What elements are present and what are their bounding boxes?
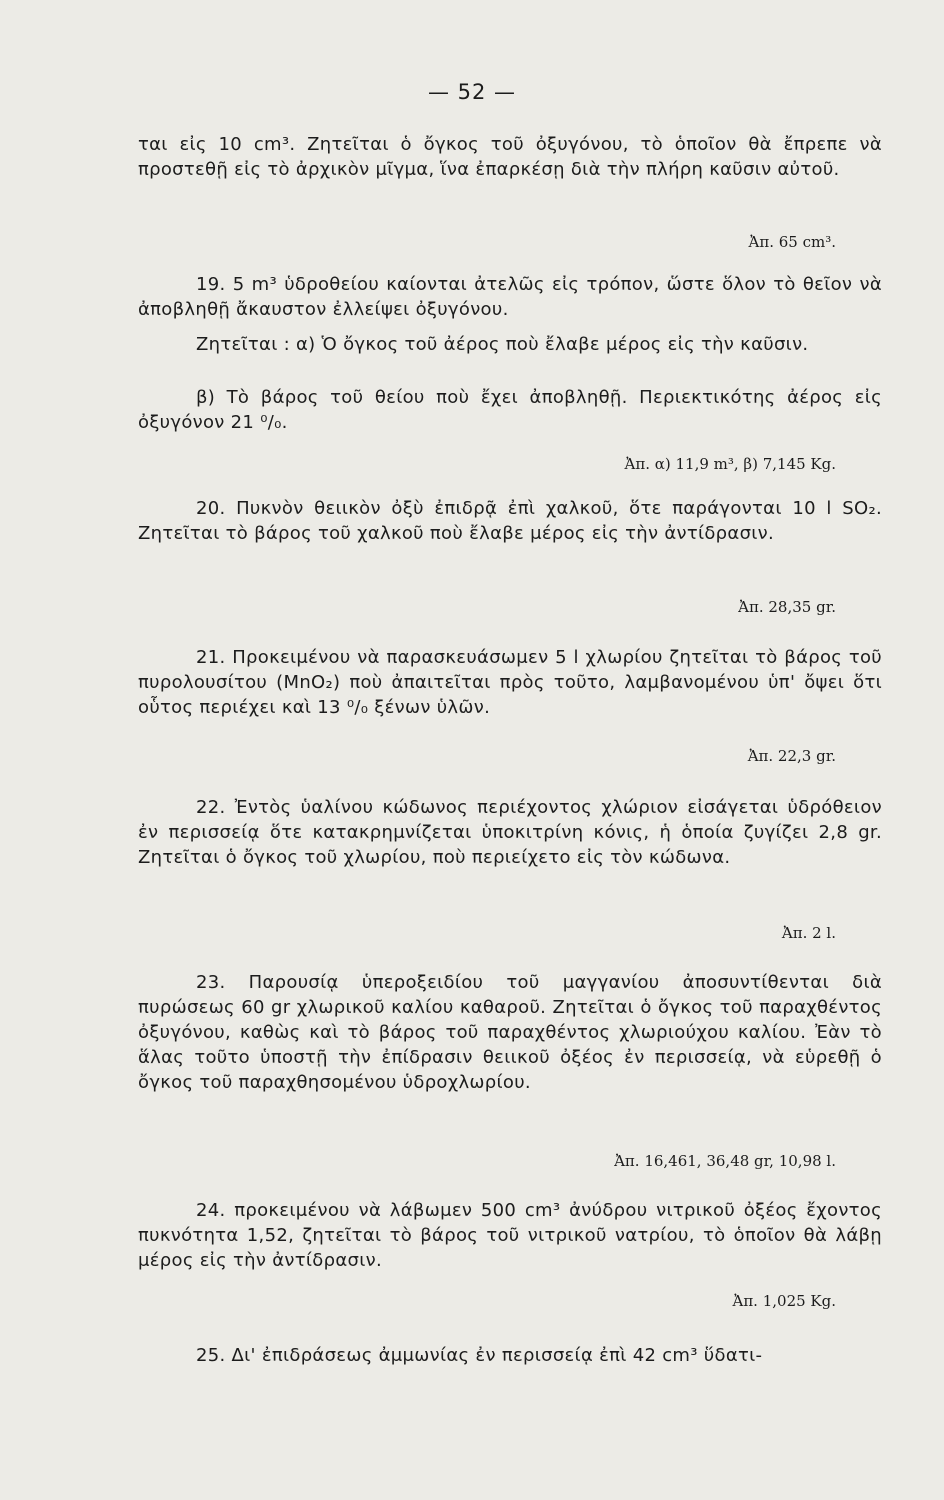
answer-20: Ἀπ. 28,35 gr. [738, 598, 836, 616]
problem-25: 25. Δι' ἐπιδράσεως ἀμμωνίας ἐν περισσείᾳ ἐπὶ 42 cm³ ὕδατι- [196, 1345, 763, 1366]
problem-23: 23. Παρουσίᾳ ὑπεροξειδίου τοῦ μαγγανίου ἀποσυντίθενται διὰ πυρώσεως 60 gr χλωρικοῦ καλίου καθαροῦ. Ζητεῖται ὁ ὄγκος τοῦ παραχθέντος ὀξυγόνου, καθὼς καὶ τὸ βάρος τοῦ παραχθέντος χλωριούχου καλίου. Ἐὰν τὸ ἅλας τοῦτο ὑποστῇ τὴν ἐπίδρασιν θειικοῦ ὀξέος ἐν περισσείᾳ, νὰ εὑρεθῇ ὁ ὄγκος τοῦ παραχθησομένου ὑδροχλωρίου. [138, 972, 882, 1093]
problem-21: 21. Προκειμένου νὰ παρασκευάσωμεν 5 l χλωρίου ζητεῖται τὸ βάρος τοῦ πυρολουσίτου (MnO₂) ποὺ ἀπαιτεῖται πρὸς τοῦτο, λαμβανομένου ὑπ' ὄψει ὅτι οὗτος περιέχει καὶ 13 ⁰/₀ ξένων ὑλῶν. [138, 647, 882, 718]
problem-22: 22. Ἐντὸς ὑαλίνου κώδωνος περιέχοντος χλώριον εἰσάγεται ὑδρόθειον ἐν περισσείᾳ ὅτε κατακρημνίζεται ὑποκιτρίνη κόνις, ἡ ὁποία ζυγίζει 2,8 gr. Ζητεῖται ὁ ὄγκος τοῦ χλωρίου, ποὺ περιείχετο εἰς τὸν κώδωνα. [138, 797, 882, 868]
page-number: — 52 — [427, 80, 517, 104]
answer-18: Ἀπ. 65 cm³. [748, 233, 836, 251]
answer-23: Ἀπ. 16,461, 36,48 gr, 10,98 l. [614, 1152, 836, 1170]
problem-20: 20. Πυκνὸν θειικὸν ὀξὺ ἐπιδρᾷ ἐπὶ χαλκοῦ, ὅτε παράγονται 10 l SO₂. Ζητεῖται τὸ βάρος τοῦ χαλκοῦ ποὺ ἔλαβε μέρος εἰς τὴν ἀντίδρασιν. [138, 498, 882, 544]
problem-19: 19. 5 m³ ὑδροθείου καίονται ἀτελῶς εἰς τρόπον, ὥστε ὅλον τὸ θεῖον νὰ ἀποβληθῇ ἄκαυστον ἐλλείψει ὀξυγόνου. [138, 274, 882, 320]
problem-24: 24. προκειμένου νὰ λάβωμεν 500 cm³ ἀνύδρου νιτρικοῦ ὀξέος ἔχοντος πυκνότητα 1,52, ζητεῖται τὸ βάρος τοῦ νιτρικοῦ νατρίου, τὸ ὁποῖον θὰ λάβῃ μέρος εἰς τὴν ἀντίδρασιν. [138, 1200, 882, 1271]
problem-18-continuation: ται εἰς 10 cm³. Ζητεῖται ὁ ὄγκος τοῦ ὀξυγόνου, τὸ ὁποῖον θὰ ἔπρεπε νὰ προστεθῇ εἰς τὸ ἀρχικὸν μῖγμα, ἵνα ἐπαρκέσῃ διὰ τὴν πλήρη καῦσιν αὐτοῦ. [138, 134, 882, 180]
problem-19-question-b: β) Τὸ βάρος τοῦ θείου ποὺ ἔχει ἀποβληθῇ. Περιεκτικότης ἀέρος εἰς ὀξυγόνον 21 ⁰/₀. [138, 387, 882, 433]
problem-19-question-a: Ζητεῖται : α) Ὁ ὄγκος τοῦ ἀέρος ποὺ ἔλαβε μέρος εἰς τὴν καῦσιν. [196, 334, 809, 355]
answer-22: Ἀπ. 2 l. [781, 924, 836, 942]
answer-24: Ἀπ. 1,025 Kg. [732, 1292, 836, 1310]
answer-21: Ἀπ. 22,3 gr. [747, 747, 836, 765]
answer-19: Ἀπ. α) 11,9 m³, β) 7,145 Kg. [624, 455, 836, 473]
